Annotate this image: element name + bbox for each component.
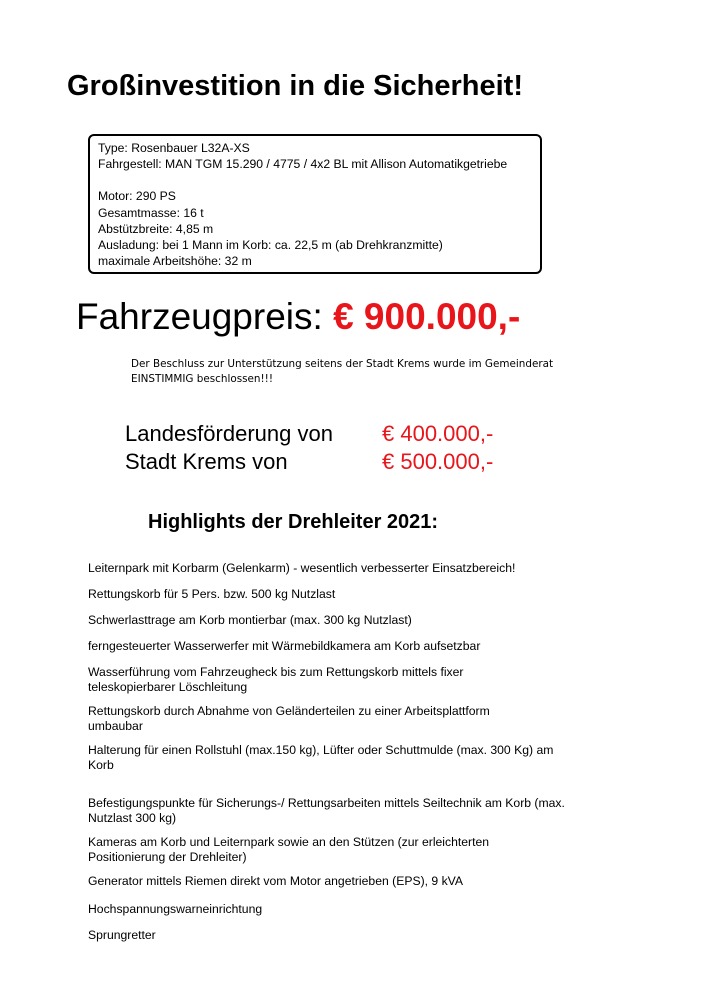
spec-line-chassis: Fahrgestell: MAN TGM 15.290 / 4775 / 4x2 BL mit Allison Automatikgetriebe [98,157,508,172]
list-item: Kameras am Korb und Leiternpark sowie an den Stützen (zur erleichterten Positionierung der Drehleiter) [88,835,490,864]
list-item: Generator mittels Riemen direkt vom Motor angetrieben (EPS), 9 kVA [88,874,464,888]
spec-box [88,134,542,274]
price-label: Fahrzeugpreis: [76,296,323,337]
list-item: ferngesteuerter Wasserwerfer mit Wärmebildkamera am Korb aufsetzbar [88,639,481,653]
funding-row-state [125,420,494,448]
list-item: Rettungskorb durch Abnahme von Geländerteilen zu einer Arbeitsplattform umbaubar [88,704,490,733]
vehicle-price [76,296,520,338]
funding-table [125,420,494,476]
funding-label: Stadt Krems von [125,449,288,474]
spec-line-reach: Ausladung: bei 1 Mann im Korb: ca. 22,5 m (ab Drehkranzmitte) [98,238,443,253]
list-item: Schwerlasttrage am Korb montierbar (max. 300 kg Nutzlast) [88,613,412,627]
spec-line-type: Type: Rosenbauer L32A-XS [98,141,250,155]
funding-row-city [125,448,494,476]
list-item: Leiternpark mit Korbarm (Gelenkarm) - wesentlich verbesserter Einsatzbereich! [88,561,516,575]
spec-line-height: maximale Arbeitshöhe: 32 m [98,254,252,269]
spec-spacer [98,172,532,188]
spec-line-outrigger: Abstützbreite: 4,85 m [98,221,214,236]
list-item: Rettungskorb für 5 Pers. bzw. 500 kg Nutzlast [88,587,336,601]
list-item: Halterung für einen Rollstuhl (max.150 kg), Lüfter oder Schuttmulde (max. 300 Kg) am Korb [88,743,554,772]
price-amount: € 900.000,- [333,296,521,337]
list-item: Hochspannungswarneinrichtung [88,902,263,916]
list-item: Wasserführung vom Fahrzeugheck bis zum Rettungskorb mittels fixer teleskopierbarer Löschleitung [88,665,464,694]
spec-line-engine: Motor: 290 PS [98,189,176,204]
council-decision-note: Der Beschluss zur Unterstützung seitens der Stadt Krems wurde im Gemeinderat EINSTIMMIG beschlossen!!! [131,358,554,385]
spec-line-mass: Gesamtmasse: 16 t [98,205,204,220]
list-item: Befestigungspunkte für Sicherungs-/ Rettungsarbeiten mittels Seiltechnik am Korb (max. Nutzlast 300 kg) [88,796,565,825]
highlights-title: Highlights der Drehleiter 2021: [148,511,439,533]
funding-amount: € 500.000,- [382,449,494,474]
page-title: Großinvestition in die Sicherheit! [67,70,523,102]
list-item: Sprungretter [88,928,156,942]
funding-label: Landesförderung von [125,421,333,446]
funding-amount: € 400.000,- [382,421,494,446]
